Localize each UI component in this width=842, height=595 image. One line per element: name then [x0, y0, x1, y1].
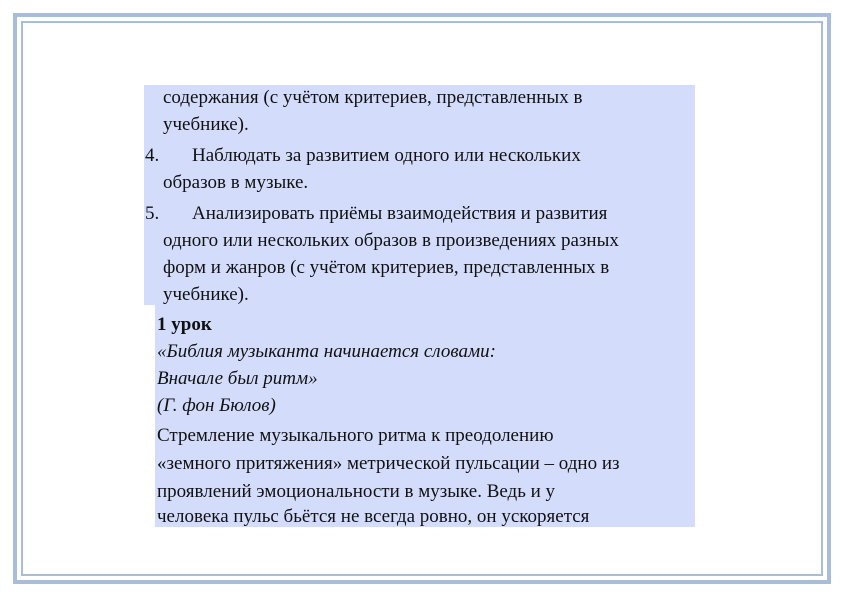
lesson-title: 1 урок [157, 314, 212, 335]
body-line: человека пульс бьётся не всегда ровно, он ускоряется [157, 506, 590, 527]
list-item-line: одного или нескольких образов в произведениях разных [163, 230, 619, 251]
list-item-line: Анализировать приёмы взаимодействия и развития [192, 203, 608, 224]
body-line: Стремление музыкального ритма к преодолению [157, 425, 554, 446]
list-continuation-line: содержания (с учётом критериев, представленных в [163, 87, 583, 108]
list-item-number: 4. [145, 145, 160, 166]
epigraph-author: (Г. фон Бюлов) [157, 395, 276, 416]
body-line: проявлений эмоциональности в музыке. Ведь и у [157, 481, 556, 502]
epigraph-line: «Библия музыканта начинается словами: [157, 341, 496, 362]
body-line: «земного притяжения» метрической пульсации – одно из [157, 453, 620, 474]
epigraph-line: Вначале был ритм» [157, 368, 318, 389]
list-item-line: учебнике). [163, 284, 249, 305]
list-item-number: 5. [145, 203, 160, 224]
list-continuation-line: учебнике). [163, 114, 249, 135]
list-item-line: образов в музыке. [163, 172, 309, 193]
list-item-line: Наблюдать за развитием одного или нескольких [192, 145, 581, 166]
list-item-line: форм и жанров (с учётом критериев, представленных в [163, 257, 610, 278]
